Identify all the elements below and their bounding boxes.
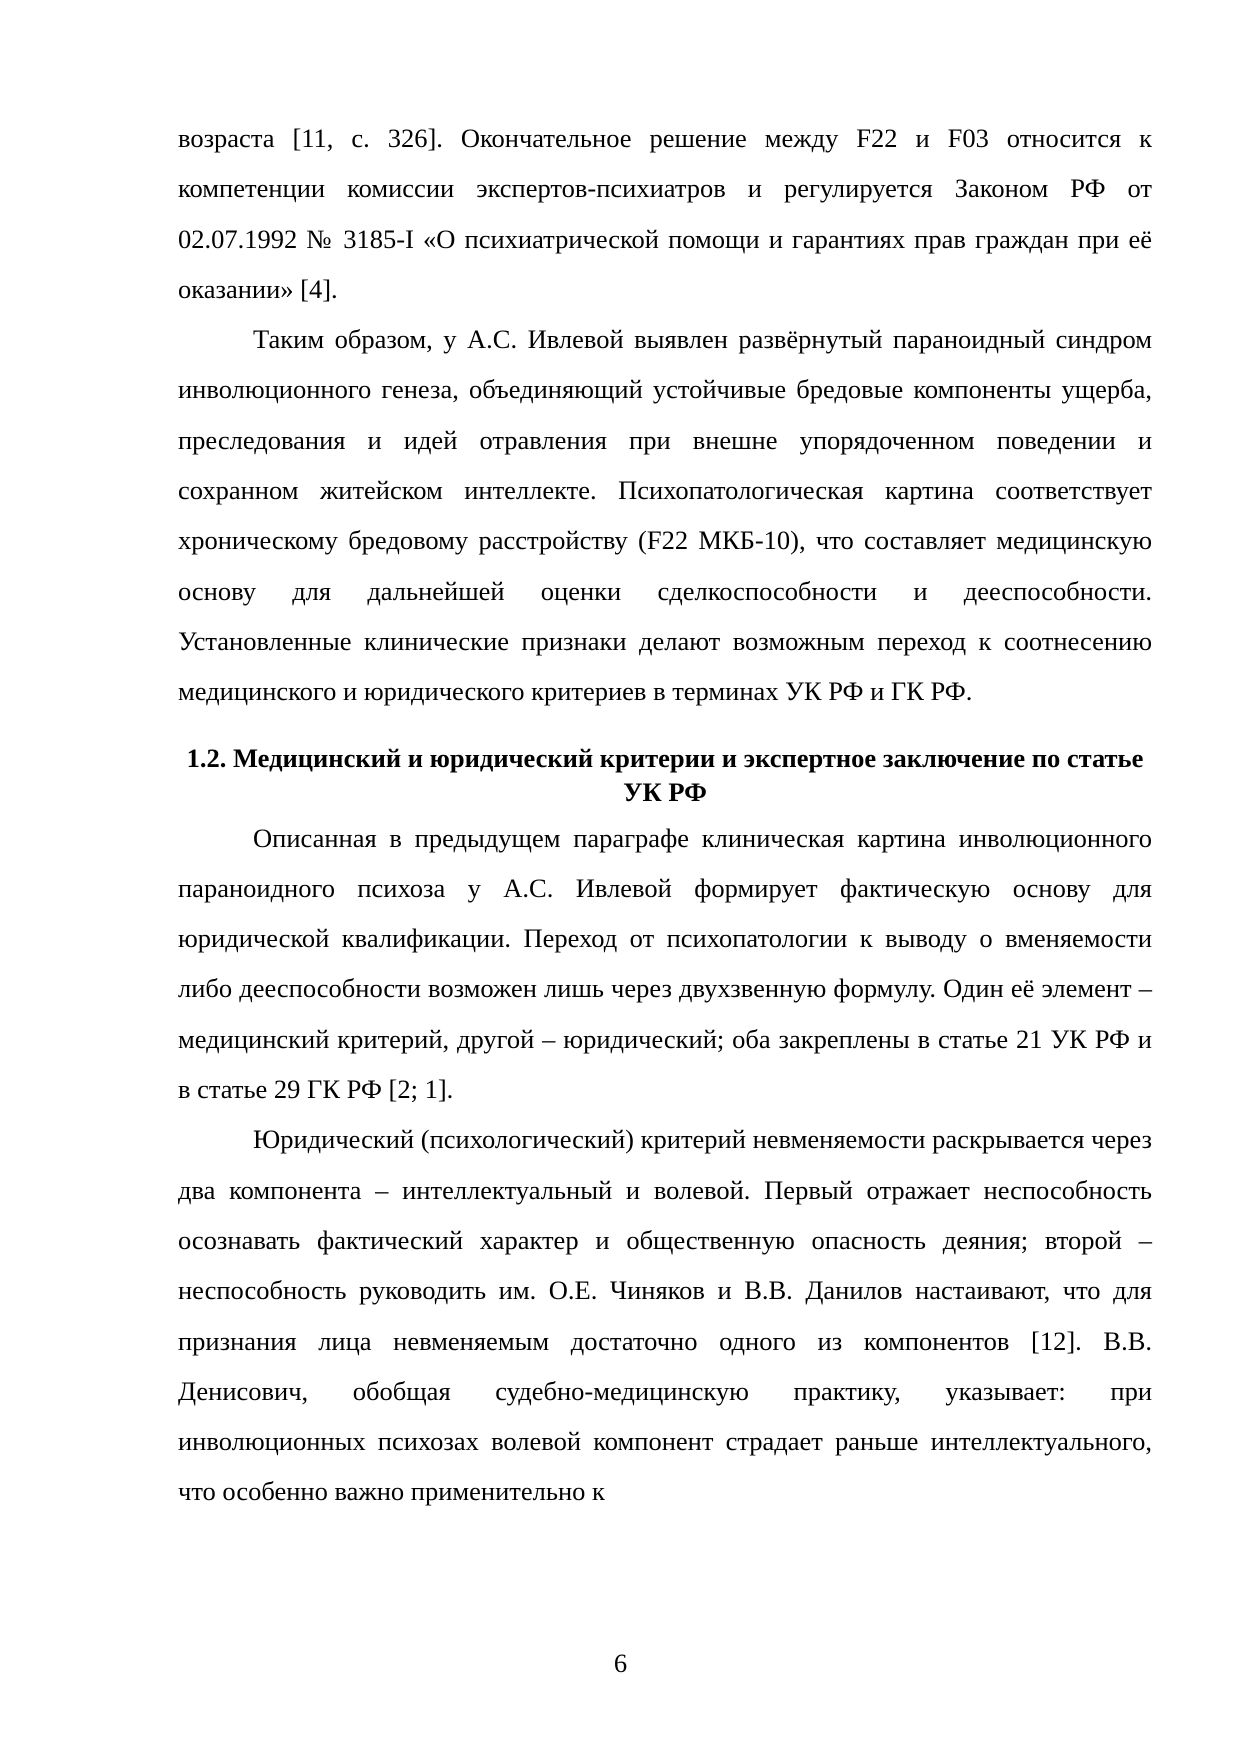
paragraph-criterion: Юридический (психологический) критерий невменяемости раскрывается через два компонента – интеллектуальный и волевой. Первый отражает неспособность осознавать фактический характер и общественную опасность деяния; второй – неспособность руководить им. О.Е. Чиняков и В.В. Данилов настаивают, что для признания лица невменяемым достаточно одного из компонентов [12]. В.В. Денисович, обобщая судебно-медицинскую практику, указывает: при инволюционных психозах волевой компонент страдает раньше интеллектуального, что особенно важно применительно к (178, 1124, 1152, 1507)
page-content (178, 113, 1152, 1517)
paragraph-continuation: возраста [11, с. 326]. Окончательное решение между F22 и F03 относится к компетенции комиссии экспертов-психиатров и регулируется Законом РФ от 02.07.1992 № 3185-I «О психиатрической помощи и гарантиях прав граждан при её оказании» [4]. (178, 123, 1152, 304)
paragraph-summary: Таким образом, у А.С. Ивлевой выявлен развёрнутый параноидный синдром инволюционного генеза, объединяющий устойчивые бредовые компоненты ущерба, преследования и идей отравления при внешне упорядоченном поведении и сохранном житейском интеллекте. Психопатологическая картина соответствует хроническому бредовому расстройству (F22 МКБ-10), что составляет медицинскую основу для дальнейшей оценки сделкоспособности и дееспособности. Установленные клинические признаки делают возможным переход к соотнесению медицинского и юридического критериев в терминах УК РФ и ГК РФ. (178, 324, 1152, 707)
paragraph-intro: Описанная в предыдущем параграфе клиническая картина инволюционного параноидного психоза у А.С. Ивлевой формирует фактическую основу для юридической квалификации. Переход от психопатологии к выводу о вменяемости либо дееспособности возможен лишь через двухзвенную формулу. Один её элемент – медицинский критерий, другой – юридический; оба закреплены в статье 21 УК РФ и в статье 29 ГК РФ [2; 1]. (178, 822, 1152, 1105)
page-number: 6 (613, 1648, 628, 1678)
section-heading: 1.2. Медицинский и юридический критерии и экспертное заключение по статье УК РФ (186, 742, 1144, 807)
